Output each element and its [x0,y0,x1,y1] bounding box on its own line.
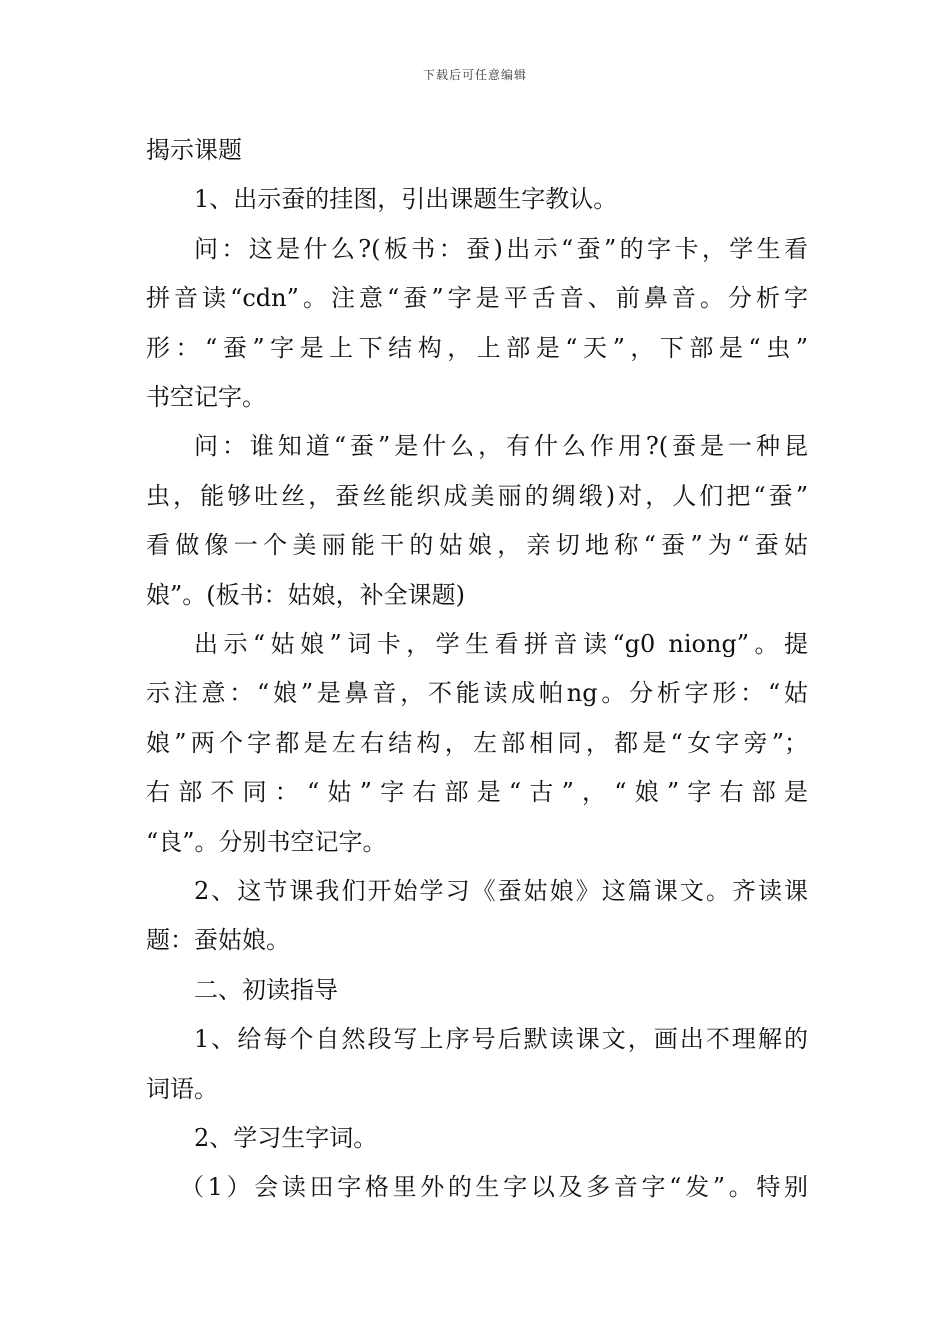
text-line: 示注意：“娘”是鼻音，不能读成帕ng。分析字形：“姑 [146,679,808,708]
text-line: 词语。 [146,1074,218,1103]
text-line: 2、这节课我们开始学习《蚕姑娘》这篇课文。齐读课 [194,876,808,905]
text-line: 书空记字。 [146,382,266,411]
text-line: 娘”。(板书：姑娘，补全课题) [146,580,465,609]
page-header: 下载后可任意编辑 [422,68,527,82]
text-line: 问：谁知道“蚕”是什么，有什么作用?(蚕是一种昆 [194,432,808,461]
text-line: 揭示课题 [146,136,242,164]
text-line: 问：这是什么?(板书：蚕)出示“蚕”的字卡，学生看 [194,234,808,263]
text-line: 拼音读“cdn”。注意“蚕”字是平舌音、前鼻音。分析字 [146,284,808,313]
text-line: 形：“蚕”字是上下结构，上部是“天”，下部是“虫” [146,333,808,362]
document-body [146,126,808,1213]
text-line: 娘”两个字都是左右结构，左部相同，都是“女字旁”； [146,728,808,757]
text-line: 1、给每个自然段写上序号后默读课文，画出不理解的 [194,1025,808,1054]
text-line: “良”。分别书空记字。 [146,827,387,856]
text-line: 虫，能够吐丝，蚕丝能织成美丽的绸缎)对，人们把“蚕” [146,481,808,510]
text-line: 二、初读指导 [194,975,338,1004]
text-line: 出示“姑娘”词卡，学生看拼音读“g0 niong”。提 [194,629,808,658]
text-line: 2、学习生字词。 [194,1123,378,1152]
text-line: 看做像一个美丽能干的姑娘，亲切地称“蚕”为“蚕姑 [146,531,808,560]
text-line: 题：蚕姑娘。 [146,926,290,955]
text-line: （1）会读田字格里外的生字以及多音字“发”。特别 [180,1173,808,1202]
text-line: 1、出示蚕的挂图，引出课题生字教认。 [194,185,618,214]
text-line: 右部不同：“姑”字右部是“古”，“娘”字右部是 [146,778,808,807]
